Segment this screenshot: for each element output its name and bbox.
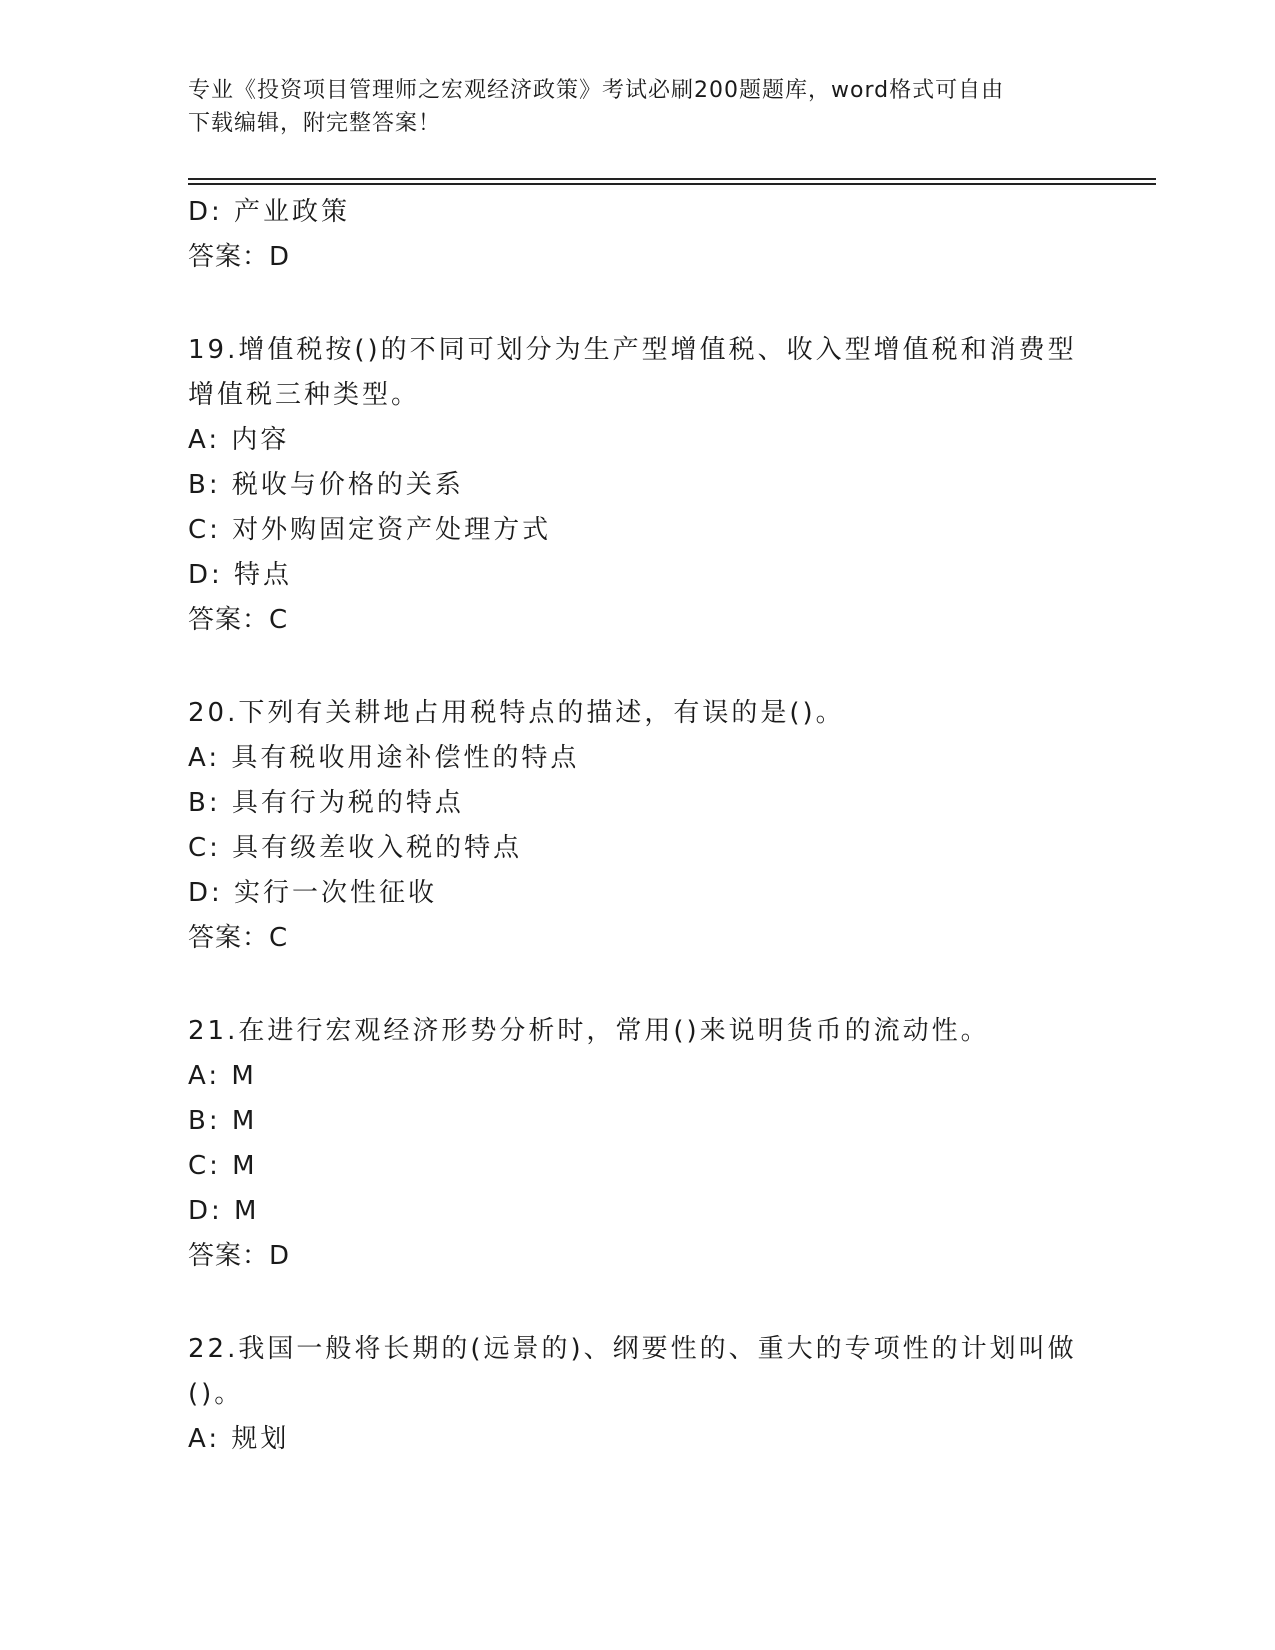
answer: 答案：C [188, 923, 289, 953]
option-b: B: M [188, 1106, 258, 1136]
option-d: D: 特点 [188, 560, 293, 590]
question-text-line-1: 21.在进行宏观经济形势分析时，常用()来说明货币的流动性。 [188, 1016, 990, 1046]
document-header [188, 74, 1068, 140]
option-c: C: 具有级差收入税的特点 [188, 833, 523, 863]
option-c: C: M [188, 1151, 258, 1181]
header-line-2: 下载编辑，附完整答案！ [188, 111, 442, 136]
option-c: C: 对外购固定资产处理方式 [188, 515, 552, 545]
question-text-line-2: ()。 [188, 1379, 244, 1409]
option-d: D: 实行一次性征收 [188, 878, 438, 908]
answer: 答案：D [188, 242, 291, 272]
header-rule-top [188, 178, 1156, 180]
question-18-tail [188, 190, 1088, 280]
question-text-line-1: 19.增值税按()的不同可划分为生产型增值税、收入型增值税和消费型 [188, 335, 1077, 365]
option-d: D: M [188, 1196, 260, 1226]
question-text-line-1: 20.下列有关耕地占用税特点的描述，有误的是()。 [188, 698, 845, 728]
option-a: A: 具有税收用途补偿性的特点 [188, 743, 580, 773]
option-d: D: 产业政策 [188, 197, 351, 227]
question-21 [188, 1009, 1088, 1279]
answer: 答案：C [188, 605, 289, 635]
question-20 [188, 691, 1088, 961]
option-a: A: 规划 [188, 1424, 290, 1454]
question-19 [188, 328, 1088, 643]
question-text-line-2: 增值税三种类型。 [188, 380, 421, 410]
option-a: A: M [188, 1061, 257, 1091]
option-a: A: 内容 [188, 425, 290, 455]
option-b: B: 具有行为税的特点 [188, 788, 464, 818]
option-b: B: 税收与价格的关系 [188, 470, 464, 500]
answer: 答案：D [188, 1241, 291, 1271]
question-list [188, 190, 1088, 1462]
question-text-line-1: 22.我国一般将长期的(远景的)、纲要性的、重大的专项性的计划叫做 [188, 1334, 1077, 1364]
question-22 [188, 1327, 1088, 1462]
header-line-1: 专业《投资项目管理师之宏观经济政策》考试必刷200题题库，word格式可自由 [188, 78, 1005, 103]
header-rule-bottom [188, 183, 1156, 185]
